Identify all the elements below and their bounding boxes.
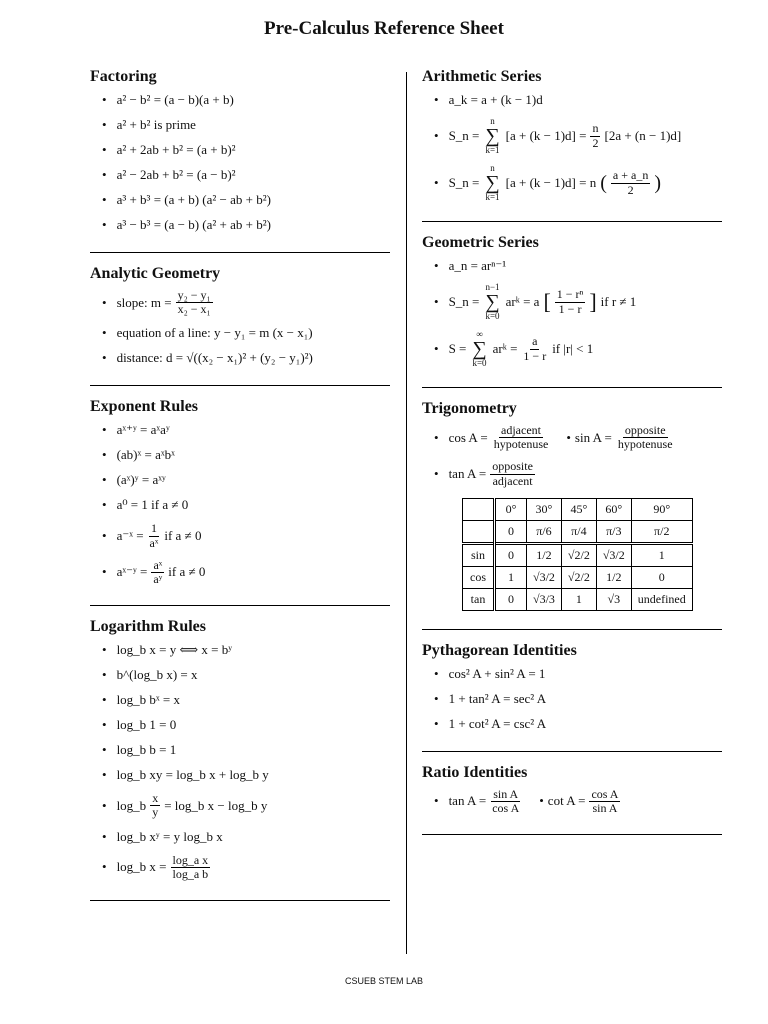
fraction [589,788,620,815]
table-cell: 0 [495,520,527,543]
denominator: log_a b [172,866,209,881]
numerator: opposite [624,423,666,437]
table-cell: sin [463,543,495,566]
formula-list [90,289,390,366]
table-row [463,498,693,520]
column-divider [406,72,407,954]
numerator: cos A [591,786,619,801]
formula-list [422,424,722,488]
formula-item [102,792,390,819]
formula-text: • cos A = [448,429,488,445]
formula-text: • a⁻ˣ = [116,528,144,544]
sum-upper: n−1 [485,282,500,292]
formula-item [102,854,390,881]
bullet: • [566,429,571,445]
formula-text: arᵏ = a [505,294,540,309]
sum-upper: n [490,116,495,126]
exponent-rules-section [90,398,390,606]
right-column [422,60,722,847]
formula-text: if a ≠ 0 [164,528,202,544]
formula-item: • cos² A + sin² A = 1 [434,666,722,682]
analytic-geometry-section [90,265,390,386]
numerator: 1 − rⁿ [556,287,584,302]
sigma-icon: ∑ [485,172,500,194]
formula-text: • tan A = [448,793,487,809]
numerator: log_a x [172,852,209,867]
fraction [611,169,650,196]
section-heading: Analytic Geometry [90,265,221,282]
formula-text: [a + (k − 1)d] = [505,128,587,143]
formula-item: • (ab)ˣ = aˣbˣ [102,447,390,463]
formula-item [102,559,390,586]
formula-item: • log_b b = 1 [102,742,390,758]
table-cell: 45° [561,498,596,520]
fraction [590,122,600,149]
trig-values-table [462,498,693,611]
table-cell [463,498,495,520]
factoring-section [90,68,390,253]
formula-item: • distance: d = √((x₂ − x₁)² + (y₂ − y₁)²) [102,350,390,366]
section-heading: Factoring [90,68,157,85]
table-cell: 60° [596,498,631,520]
sum-lower: k=1 [485,145,500,155]
table-cell: 30° [527,498,562,520]
formula-item: • a³ + b³ = (a + b) (a² − ab + b²) [102,192,390,208]
denominator: 1 − r [523,348,547,363]
formula-item: • a² − 2ab + b² = (a − b)² [102,167,390,183]
formula-text: • tan A = [448,466,487,482]
trigonometry-section [422,400,722,630]
formula-item [434,117,722,155]
formula-text: [a + (k − 1)d] = n [505,175,597,190]
numerator: aˣ [153,557,163,572]
fraction [521,335,548,362]
formula-list [422,92,722,202]
formula-item [434,424,722,451]
denominator: y [152,805,159,820]
table-cell: √3/2 [527,566,562,588]
denominator: hypotenuse [493,437,549,452]
formula-item: • 1 + cot² A = csc² A [434,716,722,732]
formula-item: • b^(log_b x) = x [102,667,390,683]
fraction [151,559,164,586]
table-row [463,543,693,566]
table-cell: cos [463,566,495,588]
pythagorean-identities-section [422,642,722,752]
formula-item [102,522,390,549]
table-cell: π/2 [631,520,692,543]
numerator: adjacent [501,423,541,437]
formula-item [434,164,722,202]
formula-item: • log_b 1 = 0 [102,717,390,733]
section-heading: Geometric Series [422,234,539,251]
denominator: aˣ [149,535,159,550]
table-cell: 90° [631,498,692,520]
table-cell: π/4 [561,520,596,543]
table-cell: 0° [495,498,527,520]
table-cell: √2/2 [561,566,596,588]
denominator: 2 [592,135,599,150]
denominator: sin A [592,800,618,815]
numerator: opposite [492,459,533,474]
table-cell: 1 [495,566,527,588]
denominator: adjacent [492,473,533,488]
table-cell: tan [463,588,495,610]
sigma-icon: ∑ [485,125,500,147]
right-paren: ) [654,171,661,194]
fraction [616,424,675,451]
table-cell [463,520,495,543]
denominator: x₂ − x₁ [177,302,211,317]
fraction [492,424,551,451]
arithmetic-series-section [422,68,722,222]
formula-item: • (aˣ)ʸ = aˣʸ [102,472,390,488]
formula-text: • S_n = [448,175,480,190]
summation [485,117,499,155]
geometric-series-section [422,234,722,388]
formula-item: • a_n = arⁿ⁻¹ [434,258,722,274]
denominator: hypotenuse [617,437,673,452]
formula-list [90,642,390,881]
formula-text: • log_b [116,797,147,813]
formula-text: arᵏ = [492,341,518,356]
numerator: x [152,791,159,806]
denominator: cos A [492,800,520,815]
left-paren: ( [600,171,607,194]
formula-item: • a⁰ = 1 if a ≠ 0 [102,497,390,513]
formula-text: • S_n = [448,128,480,143]
sigma-icon: ∑ [485,291,500,313]
sum-upper: n [490,163,495,173]
table-cell: √3 [596,588,631,610]
table-cell: 0 [495,588,527,610]
formula-list [90,92,390,233]
formula-item: • aˣ⁺ʸ = aˣaʸ [102,422,390,438]
formula-text: = log_b x − log_b y [164,797,268,813]
footer-label: CSUEB STEM LAB [344,976,424,986]
summation [472,330,486,368]
ratio-identities-section [422,764,722,835]
bullet: • [539,793,544,809]
table-cell: √2/2 [561,543,596,566]
denominator: 2 [627,182,634,197]
formula-item: • a³ − b³ = (a − b) (a² + ab + b²) [102,217,390,233]
formula-item: • a² − b² = (a − b)(a + b) [102,92,390,108]
formula-item [434,330,722,368]
table-row [463,566,693,588]
numerator: 1 [150,521,157,536]
section-heading: Arithmetic Series [422,68,542,85]
formula-text: • S_n = [448,294,480,309]
formula-item [102,289,390,316]
fraction [171,854,211,881]
fraction [490,788,521,815]
page-title: Pre-Calculus Reference Sheet [264,18,504,39]
table-cell: √3/3 [527,588,562,610]
formula-item [434,460,722,487]
formula-list [422,788,722,815]
formula-item: • a_k = a + (k − 1)d [434,92,722,108]
formula-text: [2a + (n − 1)d] [604,128,682,143]
summation [485,283,499,321]
formula-item: • a² + b² is prime [102,117,390,133]
sigma-icon: ∑ [472,338,487,360]
left-column [90,60,390,913]
summation [485,164,499,202]
section-heading: Pythagorean Identities [422,641,577,659]
formula-text: if r ≠ 1 [600,294,637,309]
denominator: 1 − r [558,301,582,316]
numerator: a + a_n [612,168,649,183]
table-cell: 1 [631,543,692,566]
fraction [555,288,586,315]
right-bracket: ] [589,289,597,314]
table-row [463,520,693,543]
fraction [150,792,160,819]
slope-label: • slope: m = [116,294,172,310]
section-heading: Ratio Identities [422,763,528,781]
left-bracket: [ [543,289,551,314]
table-cell: undefined [631,588,692,610]
formula-text: • S = [448,341,467,356]
formula-item [434,788,722,815]
formula-item: • log_b xʸ = y log_b x [102,829,390,845]
table-cell: 0 [631,566,692,588]
table-cell: 0 [495,543,527,566]
formula-list [422,666,722,732]
table-cell: π/3 [596,520,631,543]
table-cell: π/6 [527,520,562,543]
formula-item: • log_b xy = log_b x + log_b y [102,767,390,783]
numerator: sin A [493,786,519,801]
fraction [176,289,213,316]
section-heading: Logarithm Rules [90,618,206,636]
fraction [148,522,161,549]
formula-text: • aˣ⁻ʸ = [116,564,148,580]
sum-lower: k=0 [472,358,487,368]
formula-item: • log_b x = y ⟺ x = bʸ [102,642,390,658]
formula-item: • 1 + tan² A = sec² A [434,691,722,707]
formula-text: cot A = [547,793,586,809]
numerator: n [592,121,599,136]
table-cell: 1/2 [527,543,562,566]
formula-text: • log_b x = [116,859,167,875]
numerator: a [532,334,538,349]
sum-upper: ∞ [476,329,483,339]
formula-item: • a² + 2ab + b² = (a + b)² [102,142,390,158]
formula-list [422,258,722,368]
logarithm-rules-section [90,618,390,901]
section-heading: Exponent Rules [90,398,199,416]
table-row [463,588,693,610]
sum-lower: k=1 [485,192,500,202]
formula-item [434,283,722,321]
formula-list [90,422,390,586]
formula-item: • log_b bˣ = x [102,692,390,708]
fraction [490,460,535,487]
table-cell: 1/2 [596,566,631,588]
numerator: y₂ − y₁ [177,288,211,302]
formula-item: • equation of a line: y − y₁ = m (x − x₁) [102,325,390,341]
denominator: aʸ [153,571,163,586]
formula-text: if |r| < 1 [552,341,594,356]
formula-text: if a ≠ 0 [168,564,206,580]
table-cell: √3/2 [596,543,631,566]
formula-text: sin A = [574,429,612,445]
table-cell: 1 [561,588,596,610]
sum-lower: k=0 [485,311,500,321]
section-heading: Trigonometry [422,400,517,417]
